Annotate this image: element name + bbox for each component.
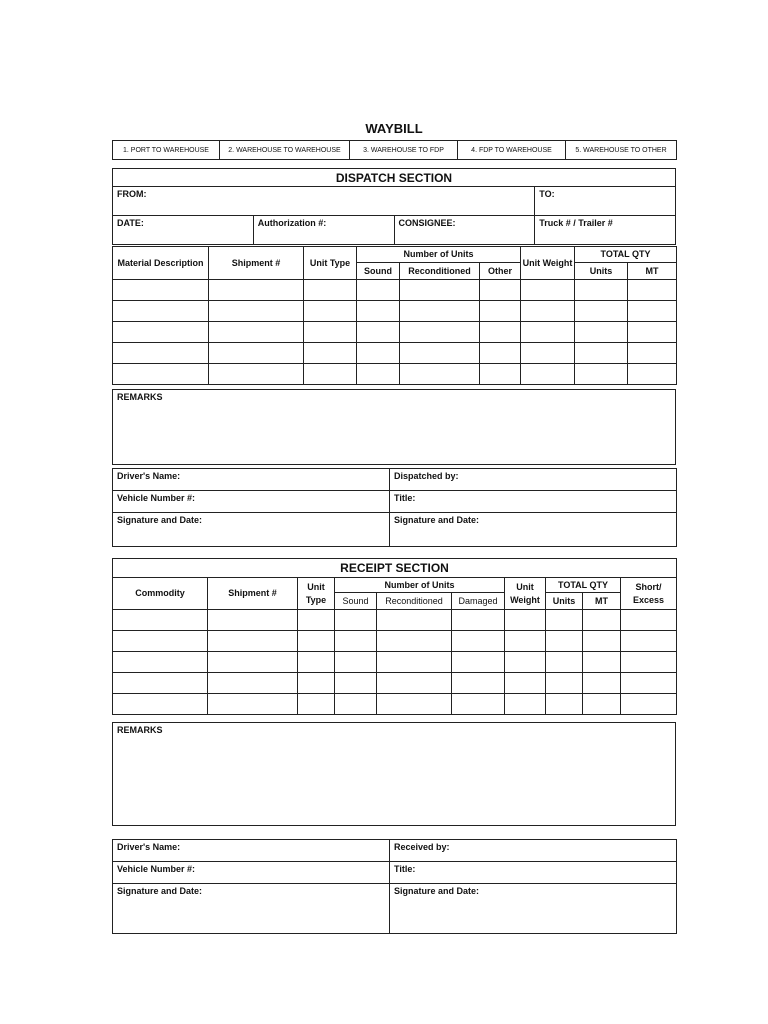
table-cell[interactable] (113, 610, 208, 631)
table-cell[interactable] (628, 364, 677, 385)
driver-name-label: Driver's Name: (117, 471, 181, 481)
table-cell[interactable] (208, 694, 298, 715)
driver-signature-field[interactable] (113, 513, 390, 547)
table-cell[interactable] (304, 280, 357, 301)
table-cell[interactable] (452, 652, 505, 673)
dispatch-remarks-box (112, 389, 676, 465)
table-cell[interactable] (575, 364, 628, 385)
type-option-3[interactable]: 3. WAREHOUSE TO FDP (350, 141, 458, 160)
vehicle-number-field[interactable] (113, 862, 390, 884)
table-cell[interactable] (357, 322, 400, 343)
table-cell[interactable] (575, 343, 628, 364)
title-label: Title: (394, 864, 416, 874)
authorization-field[interactable] (253, 216, 394, 245)
driver-name-label: Driver's Name: (117, 842, 181, 852)
table-cell[interactable] (505, 610, 546, 631)
col-shipment: Shipment # (209, 247, 304, 280)
driver-name-field[interactable] (113, 840, 390, 862)
table-cell[interactable] (357, 301, 400, 322)
table-row (113, 301, 677, 322)
receipt-section-title: RECEIPT SECTION (113, 559, 677, 578)
table-cell[interactable] (400, 322, 480, 343)
col-total-qty: TOTAL QTY (546, 578, 621, 593)
from-label: FROM: (117, 189, 147, 199)
table-cell[interactable] (452, 631, 505, 652)
col-unit-weight: Unit Weight (521, 247, 575, 280)
table-cell[interactable] (546, 652, 583, 673)
table-cell[interactable] (621, 610, 677, 631)
table-cell[interactable] (335, 652, 377, 673)
table-cell[interactable] (377, 631, 452, 652)
table-cell[interactable] (480, 364, 521, 385)
table-cell[interactable] (298, 610, 335, 631)
dispatch-section-title: DISPATCH SECTION (113, 169, 676, 187)
vehicle-number-label: Vehicle Number #: (117, 864, 196, 874)
received-by-label: Received by: (394, 842, 450, 852)
table-row (113, 673, 677, 694)
table-cell[interactable] (583, 631, 621, 652)
receipt-items-table (112, 558, 677, 715)
table-cell[interactable] (400, 343, 480, 364)
type-option-1[interactable]: 1. PORT TO WAREHOUSE (113, 141, 220, 160)
table-cell[interactable] (377, 652, 452, 673)
col-sound: Sound (335, 593, 377, 610)
dispatcher-signature-field[interactable] (390, 513, 677, 547)
title-field[interactable] (390, 862, 677, 884)
signature-label: Signature and Date: (394, 515, 480, 525)
driver-name-field[interactable] (113, 469, 390, 491)
table-row (113, 652, 677, 673)
dispatch-signature-block (112, 468, 677, 547)
table-cell[interactable] (335, 673, 377, 694)
dispatched-by-field[interactable] (390, 469, 677, 491)
table-row (113, 364, 677, 385)
signature-label: Signature and Date: (394, 886, 480, 896)
table-cell[interactable] (357, 343, 400, 364)
col-mt: MT (583, 593, 621, 610)
col-commodity: Commodity (113, 578, 208, 610)
dispatched-by-label: Dispatched by: (394, 471, 459, 481)
table-row (113, 631, 677, 652)
table-cell[interactable] (480, 322, 521, 343)
table-cell[interactable] (521, 322, 575, 343)
from-field[interactable] (113, 187, 535, 216)
table-cell[interactable] (621, 694, 677, 715)
received-by-field[interactable] (390, 840, 677, 862)
table-cell[interactable] (400, 364, 480, 385)
date-label: DATE: (117, 218, 144, 228)
table-cell[interactable] (209, 322, 304, 343)
table-cell[interactable] (505, 631, 546, 652)
col-short-excess: Short/ Excess (621, 578, 677, 610)
col-shipment: Shipment # (208, 578, 298, 610)
table-cell[interactable] (575, 280, 628, 301)
title-label: Title: (394, 493, 416, 503)
table-cell[interactable] (335, 610, 377, 631)
table-cell[interactable] (452, 610, 505, 631)
table-cell[interactable] (480, 301, 521, 322)
table-cell[interactable] (377, 694, 452, 715)
table-cell[interactable] (298, 673, 335, 694)
table-cell[interactable] (377, 673, 452, 694)
col-sound: Sound (357, 263, 400, 280)
table-cell[interactable] (521, 280, 575, 301)
table-cell[interactable] (357, 280, 400, 301)
table-cell[interactable] (113, 652, 208, 673)
table-cell[interactable] (209, 280, 304, 301)
table-cell[interactable] (621, 673, 677, 694)
table-cell[interactable] (208, 652, 298, 673)
receipt-remarks-box (112, 722, 676, 826)
truck-field[interactable] (535, 216, 676, 245)
table-row (113, 280, 677, 301)
table-cell[interactable] (304, 322, 357, 343)
remarks-label: REMARKS (117, 392, 163, 402)
table-cell[interactable] (480, 343, 521, 364)
table-cell[interactable] (298, 694, 335, 715)
table-cell[interactable] (208, 631, 298, 652)
table-cell[interactable] (546, 631, 583, 652)
col-total-qty: TOTAL QTY (575, 247, 677, 263)
dispatch-remarks-field[interactable] (113, 390, 676, 465)
truck-label: Truck # / Trailer # (539, 218, 613, 228)
type-option-5[interactable]: 5. WAREHOUSE TO OTHER (566, 141, 677, 160)
col-other: Other (480, 263, 521, 280)
receipt-signature-block (112, 839, 677, 934)
col-material: Material Description (113, 247, 209, 280)
col-units: Units (575, 263, 628, 280)
table-cell[interactable] (546, 673, 583, 694)
table-cell[interactable] (209, 364, 304, 385)
vehicle-number-field[interactable] (113, 491, 390, 513)
table-cell[interactable] (113, 322, 209, 343)
col-unit-weight: Unit Weight (505, 578, 546, 610)
table-cell[interactable] (628, 280, 677, 301)
table-row (113, 322, 677, 343)
table-cell[interactable] (505, 694, 546, 715)
table-cell[interactable] (335, 631, 377, 652)
table-cell[interactable] (521, 343, 575, 364)
table-cell[interactable] (583, 652, 621, 673)
table-cell[interactable] (575, 322, 628, 343)
to-label: TO: (539, 189, 555, 199)
col-reconditioned: Reconditioned (377, 593, 452, 610)
title-field[interactable] (390, 491, 677, 513)
dispatch-header-block (112, 168, 676, 245)
table-cell[interactable] (113, 631, 208, 652)
table-cell[interactable] (583, 694, 621, 715)
table-cell[interactable] (521, 364, 575, 385)
table-cell[interactable] (298, 631, 335, 652)
table-cell[interactable] (304, 301, 357, 322)
col-reconditioned: Reconditioned (400, 263, 480, 280)
table-cell[interactable] (480, 280, 521, 301)
col-unit-type: Unit Type (298, 578, 335, 610)
table-cell[interactable] (521, 301, 575, 322)
col-mt: MT (628, 263, 677, 280)
table-cell[interactable] (583, 610, 621, 631)
consignee-label: CONSIGNEE: (398, 218, 456, 228)
table-cell[interactable] (113, 673, 208, 694)
col-damaged: Damaged (452, 593, 505, 610)
table-cell[interactable] (575, 301, 628, 322)
table-cell[interactable] (113, 301, 209, 322)
table-cell[interactable] (583, 673, 621, 694)
authorization-label: Authorization #: (257, 218, 327, 228)
table-cell[interactable] (357, 364, 400, 385)
col-number-of-units: Number of Units (335, 578, 505, 593)
table-row (113, 694, 677, 715)
table-cell[interactable] (113, 280, 209, 301)
col-number-of-units: Number of Units (357, 247, 521, 263)
table-cell[interactable] (209, 301, 304, 322)
table-cell[interactable] (113, 694, 208, 715)
table-cell[interactable] (304, 364, 357, 385)
receiver-signature-field[interactable] (390, 884, 677, 934)
table-cell[interactable] (377, 610, 452, 631)
table-row (113, 343, 677, 364)
type-option-4[interactable]: 4. FDP TO WAREHOUSE (458, 141, 566, 160)
type-option-2[interactable]: 2. WAREHOUSE TO WAREHOUSE (220, 141, 350, 160)
table-cell[interactable] (208, 610, 298, 631)
table-cell[interactable] (298, 652, 335, 673)
col-unit-type: Unit Type (304, 247, 357, 280)
table-cell[interactable] (546, 694, 583, 715)
table-cell[interactable] (452, 673, 505, 694)
table-cell[interactable] (546, 610, 583, 631)
driver-signature-field[interactable] (113, 884, 390, 934)
table-cell[interactable] (400, 280, 480, 301)
table-cell[interactable] (628, 343, 677, 364)
remarks-label: REMARKS (117, 725, 163, 735)
vehicle-number-label: Vehicle Number #: (117, 493, 196, 503)
table-cell[interactable] (505, 673, 546, 694)
to-field[interactable] (535, 187, 676, 216)
table-row (113, 610, 677, 631)
table-cell[interactable] (621, 631, 677, 652)
table-cell[interactable] (628, 322, 677, 343)
receipt-remarks-field[interactable] (113, 723, 676, 826)
table-cell[interactable] (304, 343, 357, 364)
date-field[interactable] (113, 216, 254, 245)
waybill-type-row (112, 140, 677, 160)
table-cell[interactable] (400, 301, 480, 322)
table-cell[interactable] (209, 343, 304, 364)
table-cell[interactable] (113, 343, 209, 364)
table-cell[interactable] (505, 652, 546, 673)
table-cell[interactable] (621, 652, 677, 673)
signature-label: Signature and Date: (117, 886, 203, 896)
page-title: WAYBILL (365, 121, 423, 136)
table-cell[interactable] (452, 694, 505, 715)
consignee-field[interactable] (394, 216, 535, 245)
dispatch-items-table (112, 246, 677, 385)
table-cell[interactable] (113, 364, 209, 385)
signature-label: Signature and Date: (117, 515, 203, 525)
table-cell[interactable] (628, 301, 677, 322)
table-cell[interactable] (208, 673, 298, 694)
col-units: Units (546, 593, 583, 610)
table-cell[interactable] (335, 694, 377, 715)
